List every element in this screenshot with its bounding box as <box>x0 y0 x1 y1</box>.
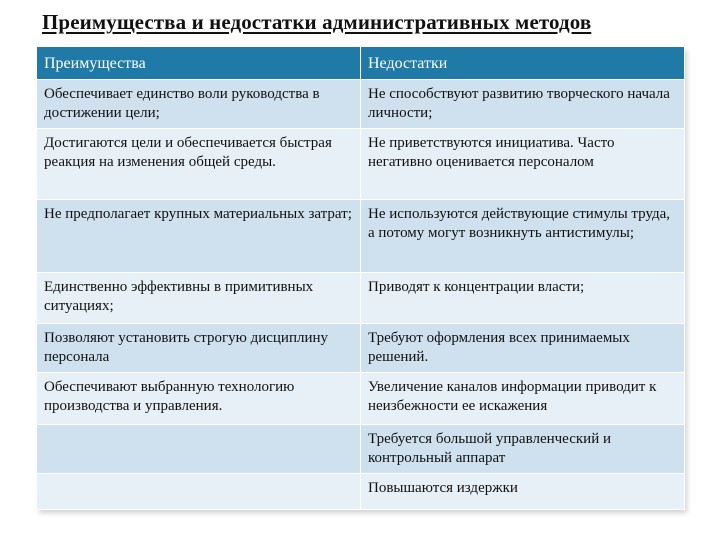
table-row <box>37 474 685 510</box>
disadvantage-cell: Не способствуют развитию творческого начала личности; <box>361 80 685 129</box>
disadvantage-cell: Требуют оформления всех принимаемых решений. <box>361 324 685 373</box>
header-advantages: Преимущества <box>37 47 361 80</box>
table-row <box>37 373 685 425</box>
advantage-cell <box>37 474 361 510</box>
table-header-row <box>37 47 685 80</box>
table-row <box>37 273 685 324</box>
advantage-cell <box>37 425 361 474</box>
advantage-cell: Обеспечивает единство воли руководства в достижении цели; <box>37 80 361 129</box>
disadvantage-cell: Увеличение каналов информации приводит к неизбежности ее искажения <box>361 373 685 425</box>
disadvantage-cell: Приводят к концентрации власти; <box>361 273 685 324</box>
table-row <box>37 425 685 474</box>
comparison-table <box>36 46 685 510</box>
table-row <box>37 200 685 273</box>
disadvantage-cell: Не используются действующие стимулы труда, а потому могут возникнуть антистимулы; <box>361 200 685 273</box>
advantage-cell: Единственно эффективны в примитивных ситуациях; <box>37 273 361 324</box>
advantage-cell: Позволяют установить строгую дисциплину персонала <box>37 324 361 373</box>
advantage-cell: Обеспечивают выбранную технологию производства и управления. <box>37 373 361 425</box>
slide-title: Преимущества и недостатки административных методов <box>42 10 592 34</box>
advantage-cell: Достигаются цели и обеспечивается быстрая реакция на изменения общей среды. <box>37 129 361 200</box>
disadvantage-cell: Требуется большой управленческий и контрольный аппарат <box>361 425 685 474</box>
table-row <box>37 80 685 129</box>
table-row <box>37 324 685 373</box>
comparison-table-container <box>36 46 684 509</box>
advantage-cell: Не предполагает крупных материальных затрат; <box>37 200 361 273</box>
table-row <box>37 129 685 200</box>
disadvantage-cell: Не приветствуются инициатива. Часто негативно оценивается персоналом <box>361 129 685 200</box>
header-disadvantages: Недостатки <box>361 47 685 80</box>
disadvantage-cell: Повышаются издержки <box>361 474 685 510</box>
